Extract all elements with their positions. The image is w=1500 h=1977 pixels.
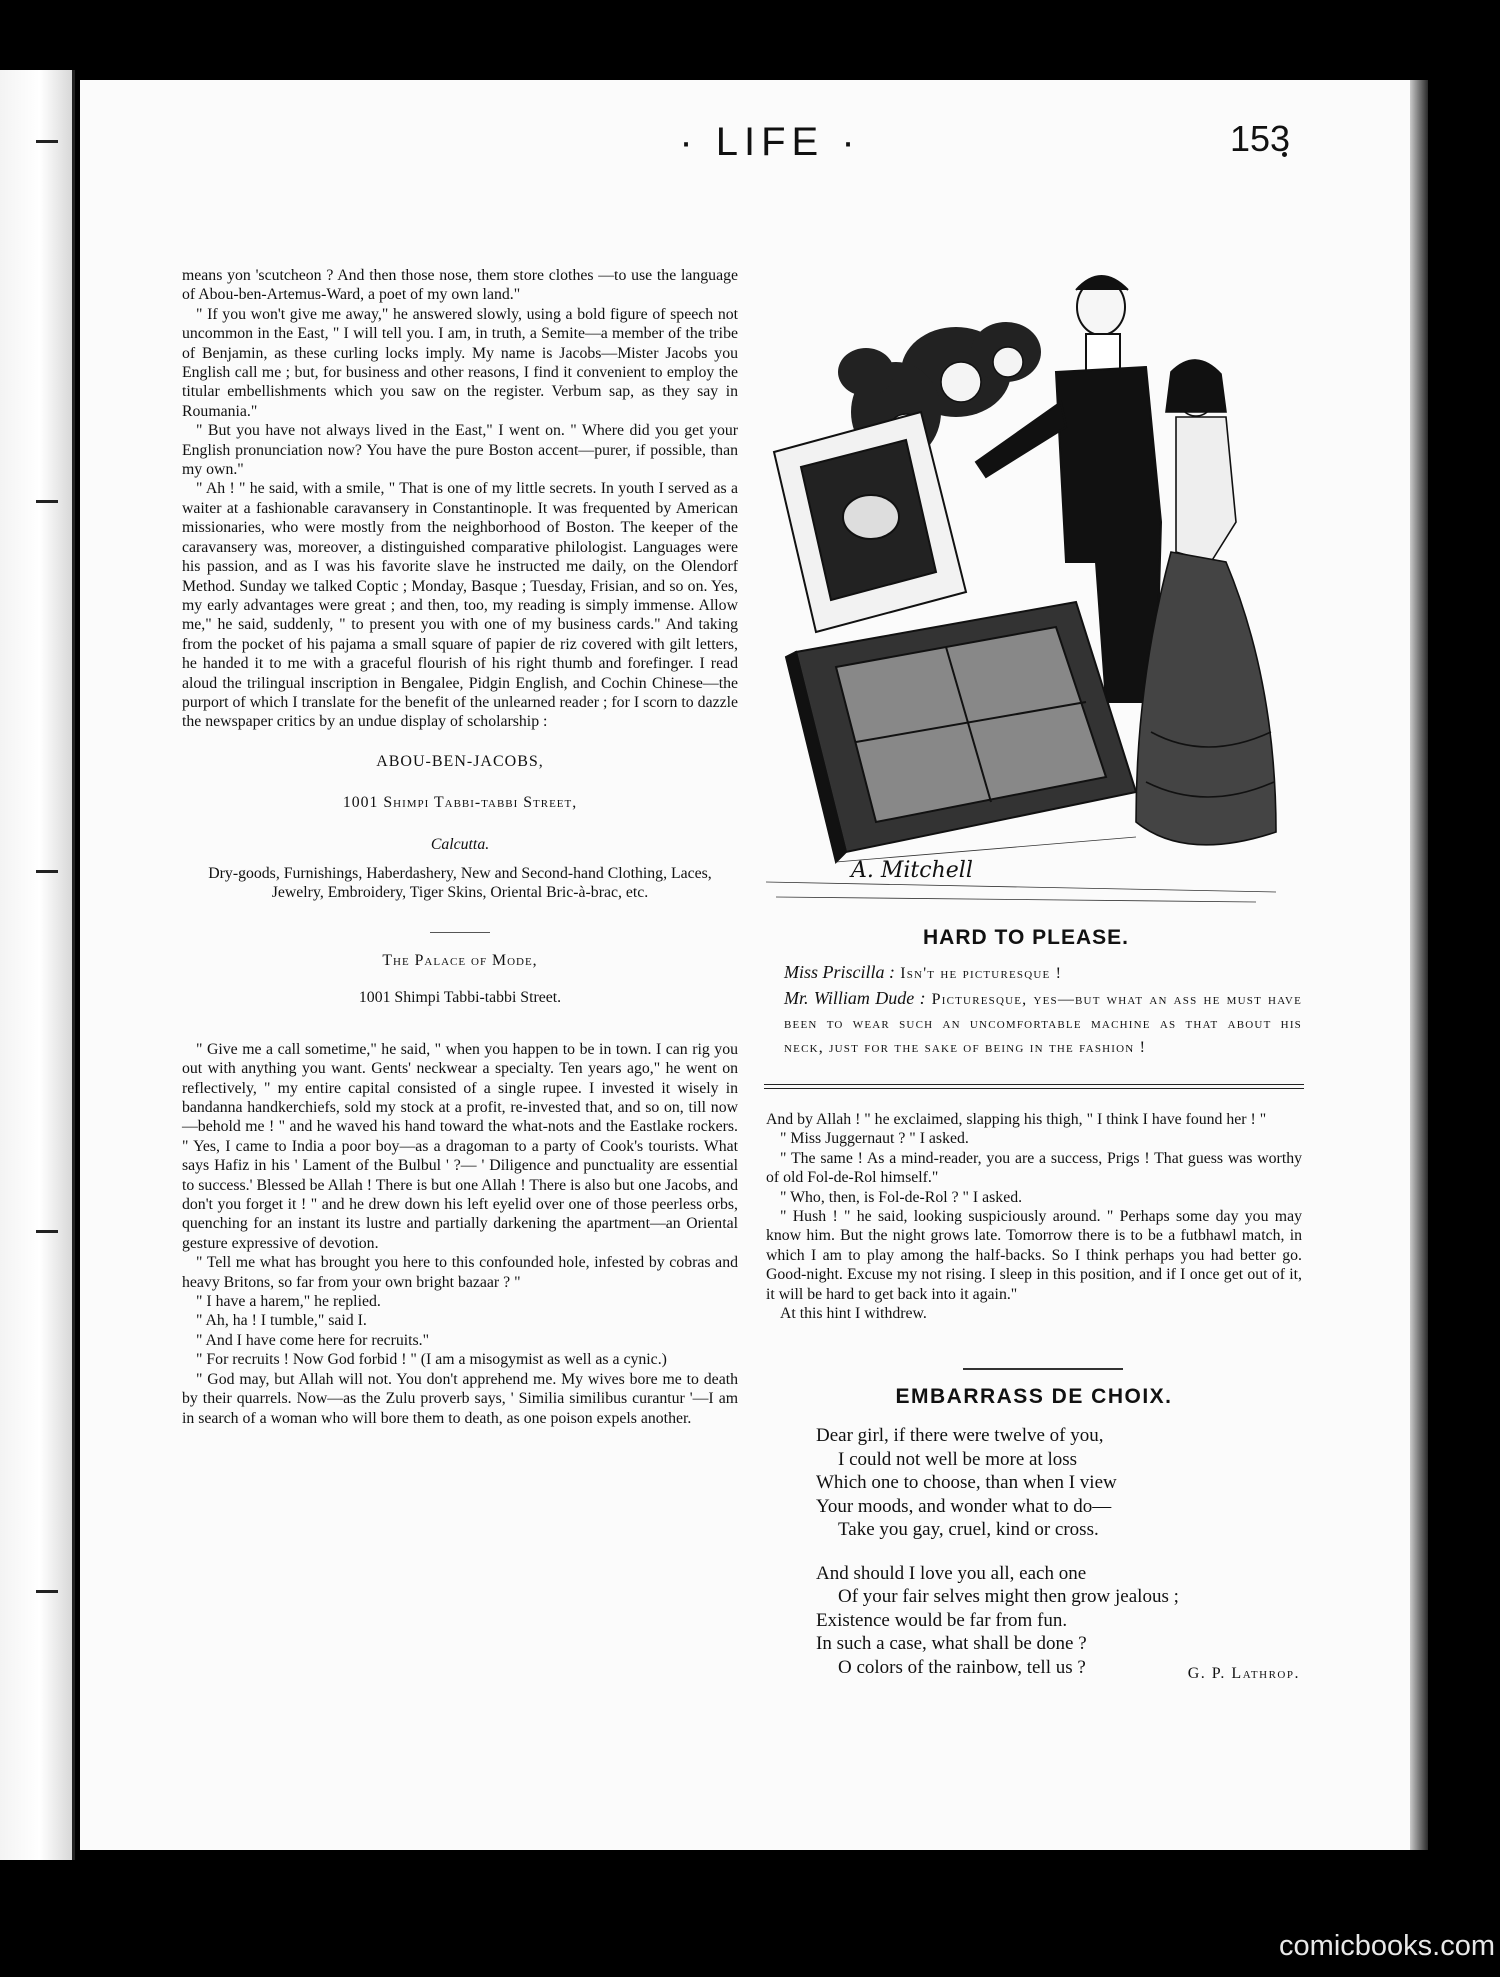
magazine-title: · LIFE · (679, 120, 861, 164)
paragraph: " Who, then, is Fol-de-Rol ? " I asked. (780, 1188, 1023, 1206)
poem-title: EMBARRASS DE CHOIX. (895, 1385, 1173, 1408)
paragraph: " For recruits ! Now God forbid ! " (I am a misogymist as well as a cynic.) (196, 1351, 667, 1369)
binding-mark (36, 500, 58, 503)
poem (816, 1424, 1302, 1679)
dialogue-line: Picturesque, yes—but what an ass he must have been to wear such an uncomfortable machine as that about his neck, just for the sake of being in the fashion ! (784, 991, 1302, 1056)
card-goods: Dry-goods, Furnishings, Haberdashery, New and Second-hand Clothing, Laces, Jewelry, Embroidery, Tiger Skins, Oriental Bric-à-brac, etc. (208, 864, 712, 901)
dialogue-line: Isn't he picturesque ! (900, 965, 1063, 982)
poem-author: G. P. Lathrop. (1187, 1665, 1300, 1682)
section-rule (764, 1084, 1304, 1085)
paragraph: " If you won't give me away," he answered slowly, using a bold figure of speech not uncommon in the East, " I will tell you. I am, in truth, a Semite—a member of the tribe of Benjamin, as these curling locks imply. My name is Jacobs—Mister Jacobs you English call me ; but, for business and other reasons, I find it convenient to employ the titular embellishments which you saw on the register. Verbum sap, as they say in Roumania." (182, 305, 738, 420)
shop-sign (182, 951, 738, 1008)
card-address: 1001 Shimpi Tabbi-tabbi Street, (342, 794, 578, 812)
paragraph: " The same ! As a mind-reader, you are a success, Prigs ! That guess was worthy of old Fol-de-Rol himself." (766, 1149, 1302, 1187)
adjacent-page-edge (0, 70, 75, 1860)
poem-line: Your moods, and wonder what to do— (816, 1495, 1112, 1517)
page-edge-shadow (1410, 80, 1428, 1850)
poem-line: O colors of the rainbow, tell us ? (838, 1656, 1086, 1678)
paragraph: " Ah ! " he said, with a smile, " That is one of my little secrets. In youth I served as a waiter at a fashionable caravansery in Constantinople. It was frequented by American missionaries, who were mostly from the neighborhood of Boston. The keeper of the caravansery was, moreover, a distinguished comparative philologist. Languages were his passion, and as I was his favorite slave he instructed me daily, on the Olendorf Method. Sunday we talked Coptic ; Monday, Basque ; Tuesday, Frisian, and so on. Yes, my early advantages were great ; and then, too, my reading is simply immense. Allow me," he said, suddenly, " to present you with one of my business cards." And taking from the pocket of his pajama a small square of papier de riz covered with gilt letters, he handed it to me with a graceful flourish of his right thumb and forefinger. I read aloud the trilingual inscription in Bengalee, Pidgin English, and Cochin Chinese—the purport of which I translate for the benefit of the unlearned reader ; for I scorn to dazzle the newspaper critics by an undue display of scholarship : (182, 480, 738, 731)
card-city: Calcutta. (430, 835, 490, 853)
poem-line: Take you gay, cruel, kind or cross. (838, 1519, 1099, 1540)
poem-line: Existence would be far from fun. (816, 1609, 1068, 1631)
shop-name: The Palace of Mode, (382, 951, 538, 969)
site-watermark: comicbooks.com (1279, 1930, 1495, 1962)
paragraph: At this hint I withdrew. (780, 1305, 927, 1323)
paragraph: means yon 'scutcheon ? And then those nose, them store clothes —to use the language of Abou-ben-Artemus-Ward, a poet of my own land." (182, 267, 738, 304)
paragraph: " And I have come here for recruits." (196, 1331, 430, 1349)
cartoon-title: HARD TO PLEASE. (923, 926, 1129, 949)
poem-line: In such a case, what shall be done ? (816, 1633, 1087, 1654)
speaker-name: Mr. William Dude : (784, 988, 926, 1008)
paragraph: " God may, but Allah will not. You don't apprehend me. My wives bore me to death by their quarrels. Now—as the Zulu proverb says, ' Similia similibus curantur '—I am in search of a woman who will bore them to death, as one poison expels another. (182, 1370, 738, 1427)
poem-line: Dear girl, if there were twelve of you, (816, 1425, 1104, 1446)
paragraph: And by Allah ! " he exclaimed, slapping his thigh, " I think I have found her ! " (766, 1111, 1267, 1128)
poem-line: And should I love you all, each one (816, 1562, 1087, 1584)
cartoon-illustration (756, 262, 1296, 912)
poem-line: I could not well be more at loss (838, 1448, 1078, 1470)
divider (963, 1368, 1123, 1370)
poem-line: Which one to choose, than when I view (816, 1472, 1117, 1493)
right-text-column (766, 1110, 1302, 1323)
artist-signature: A. Mitchell (851, 858, 973, 883)
binding-mark (36, 1230, 58, 1233)
section-rule (764, 1088, 1304, 1089)
divider (430, 932, 490, 933)
binding-mark (36, 140, 58, 143)
paragraph: " Hush ! " he said, looking suspiciously around. " Perhaps some day you may know him. But the night grows late. Tomorrow there is to be a futbhawl match, in which I am to play among the half-backs. So I think perhaps you had better go. Good-night. Excuse my not rising. I sleep in this position, and if I once get out of it, it will be hard to get back into it again." (766, 1208, 1302, 1303)
paragraph: " Miss Juggernaut ? " I asked. (780, 1130, 969, 1148)
shop-address: 1001 Shimpi Tabbi-tabbi Street. (358, 989, 562, 1007)
binding-mark (36, 870, 58, 873)
paragraph: " Give me a call sometime," he said, " when you happen to be in town. I can rig you out with anything you want. Gents' neckwear a specialty. Ten years ago," he went on reflectively, " my entire capital consisted of a single rupee. I invested it wisely in bandanna handkerchiefs, sold my stock at a profit, re-invested that, and so on, till now—behold me ! " and he waved his hand toward the what-nots and the Eastlake rockers. " Yes, I came to India a poor boy—as a dragoman to a party of Cook's tourists. What says Hafiz in his ' Lament of the Bulbul ' ?— ' Diligence and punctuality are essential to success.' Blessed be Allah ! There is but one Allah ! There is also but one Jacobs, and don't you forget it ! " and he drew down his left eyelid over one of those peerless orbs, quenching for an instant its lustre and partially darkening the apartment—an Oriental gesture expressive of devotion. (182, 1040, 738, 1252)
cartoon-caption (784, 960, 1302, 1060)
paragraph: " I have a harem," he replied. (196, 1293, 381, 1311)
page-number: 153 (1230, 118, 1291, 159)
business-card (182, 752, 738, 902)
left-text-column (182, 266, 738, 1428)
paragraph: " Ah, ha ! I tumble," said I. (196, 1312, 367, 1330)
paragraph: " But you have not always lived in the East," I went on. " Where did you get your English pronunciation now? You have the pure Boston accent—purer, if possible, than my own." (182, 422, 738, 479)
speaker-name: Miss Priscilla : (784, 962, 895, 982)
paragraph: " Tell me what has brought you here to this confounded hole, infested by cobras and heavy Britons, so far from your own bright bazaar ? " (182, 1254, 738, 1291)
card-name: ABOU-BEN-JACOBS, (376, 752, 544, 770)
binding-mark (36, 1590, 58, 1593)
poem-line: Of your fair selves might then grow jealous ; (838, 1586, 1179, 1607)
